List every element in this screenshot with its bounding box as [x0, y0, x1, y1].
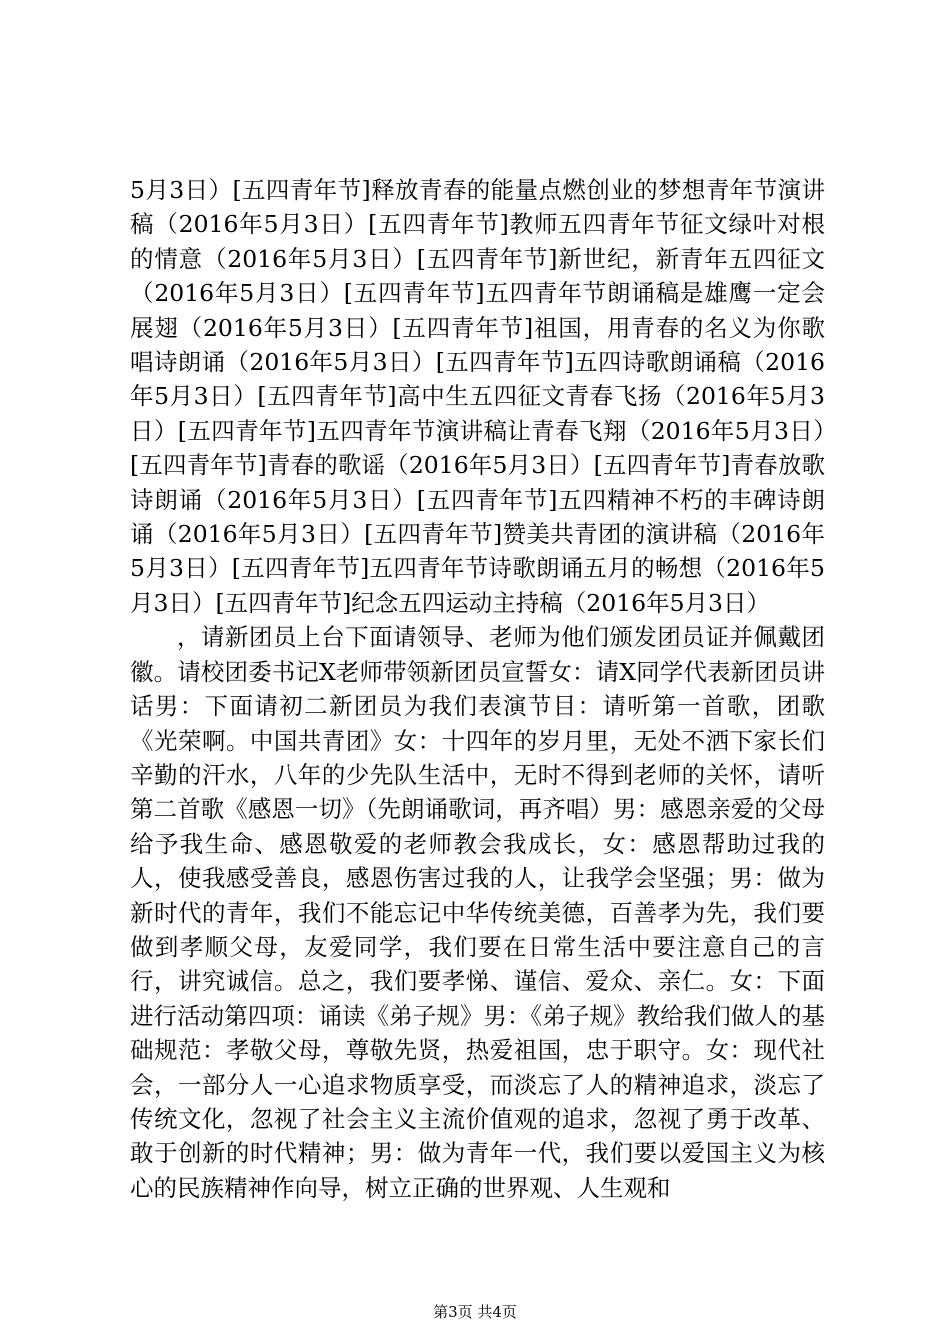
- paragraph-article-list: 5月3日）[五四青年节]释放青春的能量点燃创业的梦想青年节演讲稿（2016年5月3日）[五四青年节]教师五四青年节征文绿叶对根的情意（2016年5月3日）[五四青年节]新世纪，新青年五四征文（2016年5月3日）[五四青年节]五四青年节朗诵稿是雄鹰一定会展翅（2016年5月3日）[五四青年节]祖国，用青春的名义为你歌唱诗朗诵（2016年5月3日）[五四青年节]五四诗歌朗诵稿（2016年5月3日）[五四青年节]高中生五四征文青春飞扬（2016年5月3日）[五四青年节]五四青年节演讲稿让青春飞翔（2016年5月3日）[五四青年节]青春的歌谣（2016年5月3日）[五四青年节]青春放歌诗朗诵（2016年5月3日）[五四青年节]五四精神不朽的丰碑诗朗诵（2016年5月3日）[五四青年节]赞美共青团的演讲稿（2016年5月3日）[五四青年节]五四青年节诗歌朗诵五月的畅想（2016年5月3日）[五四青年节]纪念五四运动主持稿（2016年5月3日）: [130, 176, 825, 617]
- page-footer: 第3页 共4页: [433, 1303, 517, 1321]
- paragraph-ceremony-script: ，请新团员上台下面请领导、老师为他们颁发团员证并佩戴团徽。请校团委书记X老师带领新团员宣誓女：请X同学代表新团员讲话男：下面请初二新团员为我们表演节目：请听第一首歌，团歌《光荣啊。中国共青团》女：十四年的岁月里，无处不洒下家长们辛勤的汗水，八年的少先队生活中，无时不得到老师的关怀，请听第二首歌《感恩一切》（先朗诵歌词，再齐唱）男：感恩亲爱的父母给予我生命、感恩敬爱的老师教会我成长，女：感恩帮助过我的人，使我感受善良，感恩伤害过我的人，让我学会坚强；男：做为新时代的青年，我们不能忘记中华传统美德，百善孝为先，我们要做到孝顺父母，友爱同学，我们要在日常生活中要注意自己的言行，讲究诚信。总之，我们要孝悌、谨信、爱众、亲仁。女：下面进行活动第四项：诵读《弟子规》男：《弟子规》教给我们做人的基础规范：孝敬父母，尊敬先贤，热爱祖国，忠于职守。女：现代社会，一部分人一心追求物质享受，而淡忘了人的精神追求，淡忘了传统文化，忽视了社会主义主流价值观的追求，忽视了勇于改革、敢于创新的时代精神；男：做为青年一代，我们要以爱国主义为核心的民族精神作向导，树立正确的世界观、人生观和: [130, 623, 825, 1202]
- document-body: [130, 173, 825, 1205]
